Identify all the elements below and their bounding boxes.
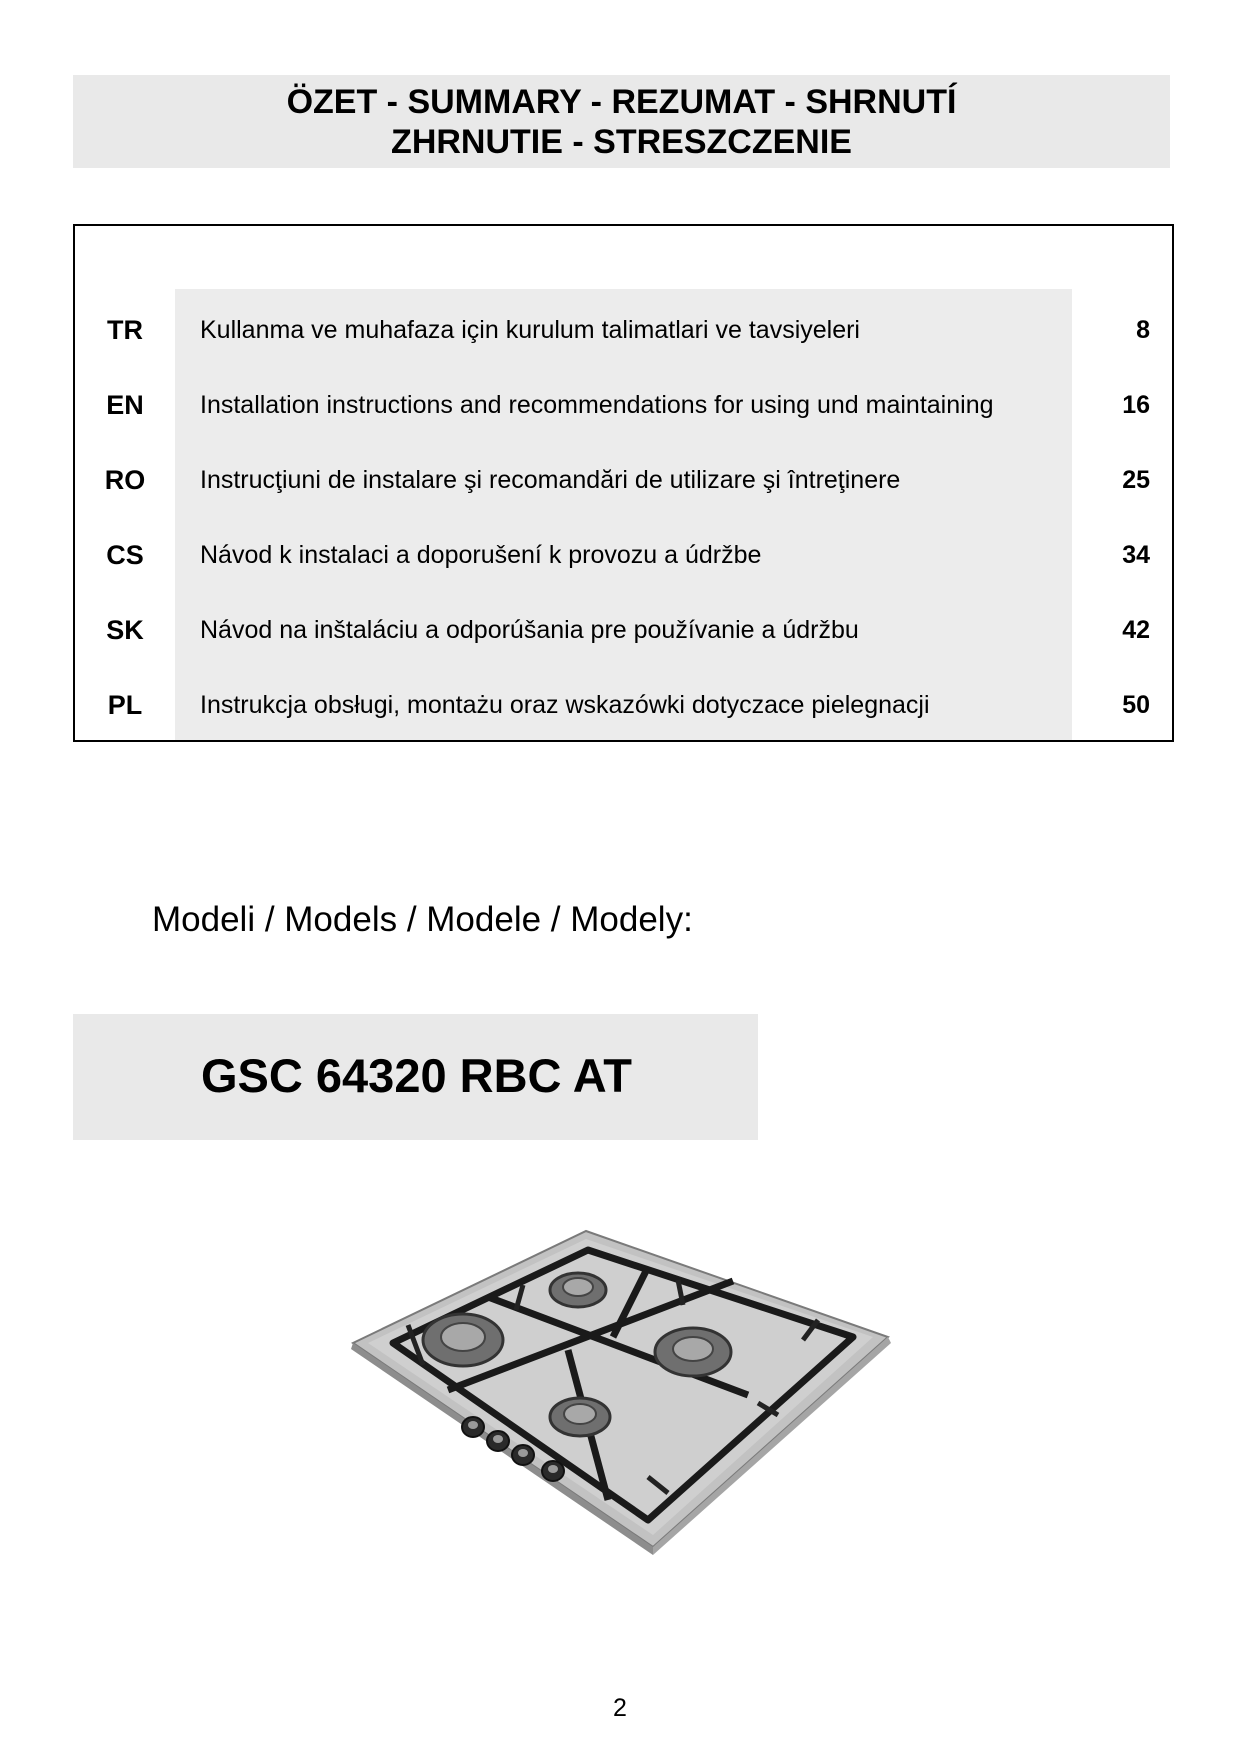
toc-section-title: Návod k instalaci a doporušení k provozu a údržbe (200, 541, 762, 569)
toc-section-title: Instrukcja obsługi, montażu oraz wskazówki dotyczace pielegnacji (200, 691, 930, 719)
toc-row-cs (75, 530, 1172, 580)
table-of-contents (73, 224, 1174, 742)
toc-language-code: SK (106, 615, 144, 645)
toc-page-number: 16 (1122, 391, 1150, 419)
toc-language-code: PL (107, 690, 143, 720)
toc-row-pl (75, 680, 1172, 730)
toc-section-title: Instrucţiuni de instalare şi recomandări de utilizare şi întreţinere (200, 466, 901, 494)
toc-row-ro (75, 455, 1172, 505)
toc-language-code: EN (106, 390, 144, 420)
gas-hob-image (348, 1225, 893, 1555)
toc-page-number: 34 (1122, 541, 1150, 569)
toc-page-number: 8 (1136, 316, 1150, 344)
toc-page-number: 42 (1122, 616, 1150, 644)
toc-row-tr (75, 305, 1172, 355)
toc-section-title: Installation instructions and recommendations for using und maintaining (200, 391, 994, 419)
toc-section-title: Kullanma ve muhafaza için kurulum talimatlari ve tavsiyeleri (200, 316, 860, 344)
toc-language-code: RO (104, 465, 146, 495)
model-box (73, 1014, 758, 1140)
toc-page-number: 50 (1122, 691, 1150, 719)
toc-shaded-area (175, 289, 1072, 740)
model-name: GSC 64320 RBC AT (201, 1049, 632, 1102)
toc-row-en (75, 380, 1172, 430)
summary-title-line1: ÖZET - SUMMARY - REZUMAT - SHRNUTÍ (286, 83, 957, 121)
toc-section-title: Návod na inštaláciu a odporúšania pre používanie a údržbu (200, 616, 859, 644)
toc-row-sk (75, 605, 1172, 655)
toc-language-code: CS (106, 540, 144, 570)
summary-title-line2: ZHRNUTIE - STRESZCZENIE (391, 123, 852, 161)
models-label: Modeli / Models / Modele / Modely: (152, 900, 693, 939)
page-number: 2 (613, 1694, 627, 1722)
toc-language-code: TR (107, 315, 143, 345)
summary-header (73, 75, 1170, 168)
toc-page-number: 25 (1122, 466, 1150, 494)
